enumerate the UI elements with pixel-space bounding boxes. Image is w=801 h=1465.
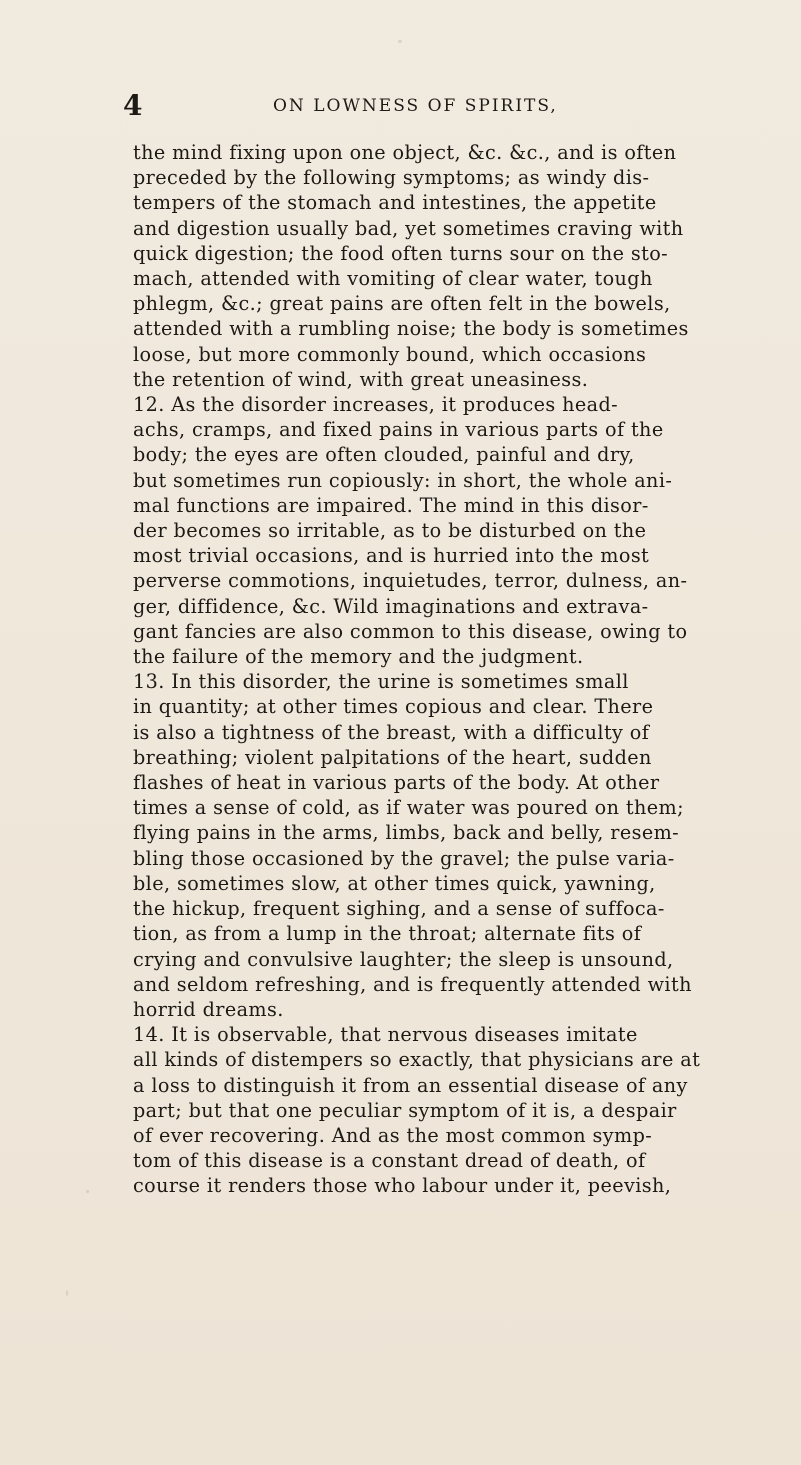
text-line: a loss to distinguish it from an essential disease of any [133,1073,688,1097]
text-line: crying and convulsive laughter; the sleep is unsound, [133,947,674,971]
text-line: tempers of the stomach and intestines, the appetite [133,191,657,215]
text-line: horrid dreams. [133,997,284,1021]
text-line: 13. In this disorder, the urine is sometimes small [133,670,629,694]
text-line: bling those occasioned by the gravel; the pulse varia- [133,846,675,870]
text-line: mach, attended with vomiting of clear water, tough [133,267,653,291]
text-line: and seldom refreshing, and is frequently attended with [133,972,692,996]
text-line: course it renders those who labour under it, peevish, [133,1174,672,1198]
text-line: the mind fixing upon one object, &c. &c., and is often [133,141,677,164]
text-line: attended with a rumbling noise; the body is sometimes [133,317,689,341]
text-line: quick digestion; the food often turns sour on the sto- [133,241,669,265]
text-line: der becomes so irritable, as to be disturbed on the [133,519,647,543]
text-line: 14. It is observable, that nervous diseases imitate [133,1023,638,1047]
body-text [133,140,783,1199]
text-line: breathing; violent palpitations of the heart, sudden [133,745,652,769]
text-line: flying pains in the arms, limbs, back and belly, resem- [133,821,680,845]
text-line: flashes of heat in various parts of the body. At other [133,771,660,795]
text-line: phlegm, &c.; great pains are often felt in the bowels, [133,292,671,316]
page-number: 4 [123,89,143,122]
text-line: the hickup, frequent sighing, and a sense of suffoca- [133,897,665,921]
text-line: the retention of wind, with great uneasiness. [133,367,589,391]
paper-blemish [66,1290,68,1296]
text-line: times a sense of cold, as if water was poured on them; [133,796,684,820]
text-line: 12. As the disorder increases, it produces head- [133,393,619,417]
text-line: ble, sometimes slow, at other times quick, yawning, [133,871,656,895]
paper-blemish [86,1190,89,1193]
text-line: body; the eyes are often clouded, painful and dry, [133,443,635,467]
text-line: but sometimes run copiously: in short, the whole ani- [133,468,673,492]
text-line: tom of this disease is a constant dread of death, of [133,1149,646,1173]
text-line: gant fancies are also common to this disease, owing to [133,619,688,643]
text-line: tion, as from a lump in the throat; alternate fits of [133,922,642,946]
text-line: mal functions are impaired. The mind in this disor- [133,493,649,517]
text-line: preceded by the following symptoms; as windy dis- [133,166,650,190]
text-line: achs, cramps, and fixed pains in various parts of the [133,418,664,442]
page-header [123,89,781,126]
text-line: and digestion usually bad, yet sometimes craving with [133,216,684,240]
text-line: all kinds of distempers so exactly, that physicians are at [133,1048,701,1072]
text-line: part; but that one peculiar symptom of it is, a despair [133,1098,677,1122]
paper-blemish [398,40,402,43]
text-line: in quantity; at other times copious and clear. There [133,695,654,719]
text-line: ger, diffidence, &c. Wild imaginations and extrava- [133,594,649,618]
text-line: perverse commotions, inquietudes, terror, dulness, an- [133,569,688,593]
text-line: of ever recovering. And as the most common symp- [133,1123,653,1147]
text-line: loose, but more commonly bound, which occasions [133,342,647,366]
running-head: ON LOWNESS OF SPIRITS, [273,96,558,116]
text-line: is also a tightness of the breast, with a difficulty of [133,720,650,744]
text-line: the failure of the memory and the judgment. [133,645,584,669]
text-line: most trivial occasions, and is hurried into the most [133,544,650,568]
